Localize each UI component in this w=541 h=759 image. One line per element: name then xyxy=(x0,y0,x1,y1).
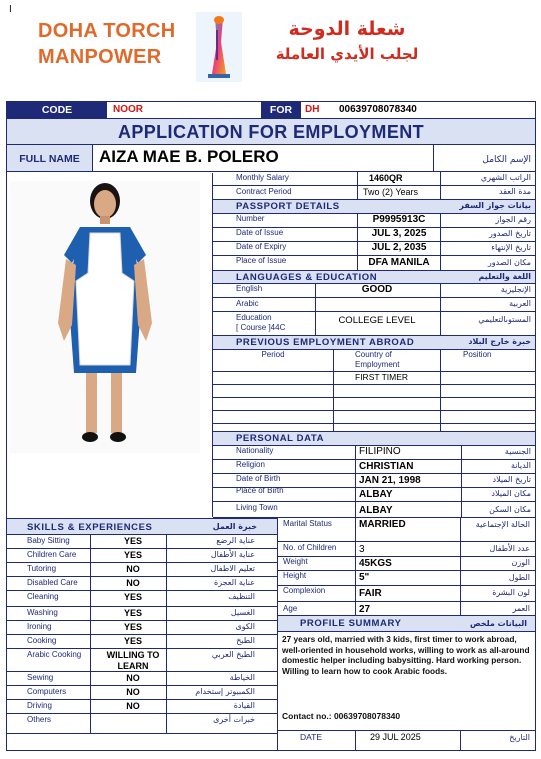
skill-label: Cooking xyxy=(27,636,57,645)
children-ar: عدد الأطفال xyxy=(489,544,530,553)
skill-value: YES xyxy=(123,608,142,618)
employment-header-label: PREVIOUS EMPLOYMENT ABROAD xyxy=(236,337,415,348)
skill-value: YES xyxy=(123,622,142,632)
age-label: Age xyxy=(283,604,298,613)
skill-ar: عناية الأطفال xyxy=(210,550,255,559)
skills-header-label: SKILLS & EXPERIENCES xyxy=(27,522,153,533)
place-issue-value: DFA MANILA xyxy=(368,257,430,268)
place-issue-label: Place of Issue xyxy=(236,256,287,265)
religion-label: Religion xyxy=(236,460,265,469)
employment-row xyxy=(213,424,535,432)
skill-ar: الطبخ xyxy=(236,636,255,645)
skill-label: Driving xyxy=(27,701,52,710)
company-line-1: DOHA TORCH xyxy=(38,20,176,42)
profile-header xyxy=(278,616,535,632)
skill-row xyxy=(7,635,277,649)
col-position: Position xyxy=(463,350,492,359)
code-value: NOOR xyxy=(113,104,143,115)
skill-row xyxy=(7,700,277,714)
employment-row xyxy=(213,372,535,385)
passport-header xyxy=(213,200,535,214)
skill-label: Ironing xyxy=(27,622,52,631)
languages-header-label: LANGUAGES & EDUCATION xyxy=(236,272,378,283)
passport-number-value: P9995913C xyxy=(372,214,426,225)
skill-value: YES xyxy=(123,592,142,602)
skill-ar: عناية العجزة xyxy=(214,578,255,587)
weight-row xyxy=(278,557,535,571)
skill-value: NO xyxy=(126,701,140,711)
full-name-value: AIZA MAE B. POLERO xyxy=(99,147,279,166)
skill-value: NO xyxy=(126,687,140,697)
arabic-label: Arabic xyxy=(236,299,259,308)
skill-label: Computers xyxy=(27,687,67,696)
for-label: FOR xyxy=(261,102,301,118)
children-row xyxy=(278,542,535,557)
skill-row xyxy=(7,686,277,700)
issue-date-label: Date of Issue xyxy=(236,228,284,237)
languages-header xyxy=(213,271,535,284)
company-name-ar xyxy=(262,16,432,66)
personal-extra xyxy=(278,518,535,751)
age-value: 27 xyxy=(359,604,371,615)
weight-ar: الوزن xyxy=(511,558,530,567)
skill-value: NO xyxy=(126,673,140,683)
col-period: Period xyxy=(261,350,285,359)
passport-header-ar: بيانات جواز السفر xyxy=(459,201,531,210)
skill-row xyxy=(7,649,277,672)
english-value: GOOD xyxy=(361,284,393,295)
complexion-label: Complexion xyxy=(283,586,326,595)
skill-label: Cleaning xyxy=(27,592,59,601)
languages-header-ar: اللغة والتعليم xyxy=(478,272,531,281)
skill-value: YES xyxy=(123,550,142,560)
profile-header-label: PROFILE SUMMARY xyxy=(300,618,402,629)
education-value: COLLEGE LEVEL xyxy=(338,315,416,326)
contract-row xyxy=(213,186,535,200)
marital-row xyxy=(278,518,535,542)
skill-value: WILLING TO LEARN xyxy=(106,650,160,671)
passport-row xyxy=(213,242,535,256)
first-timer: FIRST TIMER xyxy=(355,372,409,382)
passport-number-ar: رقم الجواز xyxy=(495,215,531,224)
pob-ar: مكان الميلاد xyxy=(491,489,531,498)
marital-label: Marital Status xyxy=(283,519,332,528)
skill-value: YES xyxy=(123,536,142,546)
marital-ar: الحالة الإجتماعية xyxy=(475,520,530,529)
profile-text: 27 years old, married with 3 kids, first timer to work abroad, well-oriented in household works, willing to work as all-around domestic helper including babysitting. Hard working person. Willing to learn how to cook Arabic foods. xyxy=(282,634,530,676)
contract-label: Contract Period xyxy=(236,187,292,196)
date-label: DATE xyxy=(300,732,323,742)
height-row xyxy=(278,571,535,586)
company-name-en xyxy=(38,18,175,70)
skills-header-ar: خبرة العمل xyxy=(212,522,257,531)
employment-header-ar: خبرة خارج البلاد xyxy=(468,337,531,346)
english-ar: الإنجليزية xyxy=(500,285,531,294)
applicant-photo xyxy=(8,173,213,517)
complexion-row xyxy=(278,586,535,602)
complexion-ar: لون البشرة xyxy=(492,588,530,597)
full-name-row xyxy=(7,145,535,172)
arabic-ar: العربية xyxy=(509,299,531,308)
skill-row xyxy=(7,549,277,563)
skill-value: NO xyxy=(126,564,140,574)
expiry-date-value: JUL 2, 2035 xyxy=(371,242,427,253)
living-row xyxy=(213,502,535,518)
passport-row xyxy=(213,228,535,242)
religion-value: CHRISTIAN xyxy=(359,461,414,472)
skills-section xyxy=(7,518,278,751)
skill-label: Sewing xyxy=(27,673,54,682)
salary-value: 1460QR xyxy=(369,173,403,183)
salary-label: Monthly Salary xyxy=(236,173,289,182)
weight-value: 45KGS xyxy=(359,558,392,569)
skill-ar: عناية الرضع xyxy=(216,536,255,545)
skill-row xyxy=(7,621,277,635)
contract-value: Two (2) Years xyxy=(363,187,419,197)
passport-header-label: PASSPORT DETAILS xyxy=(236,201,340,212)
personal-header xyxy=(213,432,535,446)
skill-ar: الطبخ العربي xyxy=(211,650,255,659)
personal-header-label: PERSONAL DATA xyxy=(236,433,325,444)
col-country: Country of Employment xyxy=(355,350,400,369)
skill-row xyxy=(7,577,277,591)
living-label: Living Town xyxy=(236,503,278,512)
skill-label: Tutoring xyxy=(27,564,57,573)
for-value: 00639708078340 xyxy=(339,104,417,115)
nationality-label: Nationality xyxy=(236,446,274,455)
pob-value: ALBAY xyxy=(359,489,393,500)
skill-value: NO xyxy=(126,578,140,588)
passport-number-label: Number xyxy=(236,214,265,223)
company-ar-line-2: لجلب الأيدي العاملة xyxy=(275,45,419,63)
skill-ar: الغسيل xyxy=(230,608,255,617)
weight-label: Weight xyxy=(283,557,308,566)
employment-columns xyxy=(213,350,535,372)
full-name-ar: الإسم الكامل xyxy=(482,155,531,165)
passport-row xyxy=(213,214,535,228)
passport-row xyxy=(213,256,535,271)
for-prefix: DH xyxy=(305,104,320,115)
employment-row xyxy=(213,411,535,424)
skill-label: Baby Sitting xyxy=(27,536,70,545)
skill-row xyxy=(7,714,277,734)
nationality-ar: الجنسية xyxy=(504,447,531,456)
education-label: Education [ Course ]44C xyxy=(236,313,286,332)
date-value: 29 JUL 2025 xyxy=(370,732,421,742)
living-ar: مكان السكن xyxy=(489,505,531,514)
contract-ar: مدة العقد xyxy=(499,187,531,196)
date-ar: التاريخ xyxy=(509,733,530,742)
skill-ar: تعليم الاطفال xyxy=(210,564,255,573)
religion-ar: الديانة xyxy=(510,461,531,470)
skill-label: Children Care xyxy=(27,550,77,559)
profile-header-ar: البيانات ملخص xyxy=(469,619,527,628)
employment-header xyxy=(213,336,535,350)
skill-row xyxy=(7,607,277,621)
dob-label: Date of Birth xyxy=(236,474,281,483)
company-ar-line-1: شعلة الدوحة xyxy=(288,18,406,40)
skill-label: Others xyxy=(27,715,52,724)
nationality-value: FILIPINO xyxy=(359,446,401,457)
education-ar: المستوىالتعليمي xyxy=(478,315,531,324)
contact-number: Contact no.: 00639708078340 xyxy=(282,711,401,721)
marital-value: MARRIED xyxy=(359,519,406,530)
height-ar: الطول xyxy=(508,573,530,582)
pob-row xyxy=(213,488,535,502)
issue-date-value: JUL 3, 2025 xyxy=(371,228,427,239)
expiry-date-label: Date of Expiry xyxy=(236,242,287,251)
skill-label: Disabled Care xyxy=(27,578,78,587)
skill-ar: الخياطة xyxy=(229,673,255,682)
skill-label: Arabic Cooking xyxy=(27,650,82,659)
skill-row xyxy=(7,672,277,686)
skill-ar: القيادة xyxy=(233,701,255,710)
pob-label: Place of Birth xyxy=(236,486,284,495)
english-row xyxy=(213,284,535,298)
place-issue-ar: مكان الصدور xyxy=(487,258,531,267)
skill-ar: الكمبيوتر إستخدام xyxy=(195,687,255,696)
age-row xyxy=(278,602,535,616)
corner-mark: I xyxy=(9,4,12,15)
age-ar: العمر xyxy=(512,604,530,613)
religion-row xyxy=(213,460,535,474)
skill-ar: خبرات أخرى xyxy=(213,715,255,724)
expiry-date-ar: تاريخ الإنتهاء xyxy=(491,243,531,252)
skill-ar: الكوى xyxy=(235,622,255,631)
skill-label: Washing xyxy=(27,608,58,617)
date-row xyxy=(278,731,535,750)
skills-header xyxy=(7,518,277,535)
nationality-row xyxy=(213,446,535,460)
employment-row xyxy=(213,398,535,411)
code-label: CODE xyxy=(7,102,107,118)
complexion-value: FAIR xyxy=(359,588,382,599)
details-column xyxy=(213,172,535,518)
full-name-label: FULL NAME xyxy=(7,145,93,171)
salary-row xyxy=(213,172,535,186)
children-label: No. of Children xyxy=(283,543,337,552)
height-label: Height xyxy=(283,571,307,580)
skill-ar: التنظيف xyxy=(228,592,255,601)
living-value: ALBAY xyxy=(359,505,393,516)
issue-date-ar: تاريخ الصدور xyxy=(489,229,531,238)
code-bar xyxy=(7,102,535,119)
arabic-row xyxy=(213,298,535,312)
employment-row xyxy=(213,385,535,398)
education-row xyxy=(213,312,535,336)
height-value: 5" xyxy=(359,572,370,583)
children-value: 3 xyxy=(359,544,365,555)
skill-row xyxy=(7,563,277,577)
skill-row xyxy=(7,591,277,607)
torch-logo-icon xyxy=(196,12,242,82)
form-title: APPLICATION FOR EMPLOYMENT xyxy=(7,119,535,145)
salary-ar: الراتب الشهري xyxy=(480,173,531,182)
english-label: English xyxy=(236,284,263,293)
company-line-2: MANPOWER xyxy=(38,46,162,68)
dob-value: JAN 21, 1998 xyxy=(359,475,421,486)
skill-row xyxy=(7,535,277,549)
skill-value: YES xyxy=(123,636,142,646)
dob-ar: تاريخ الميلاد xyxy=(492,475,531,484)
